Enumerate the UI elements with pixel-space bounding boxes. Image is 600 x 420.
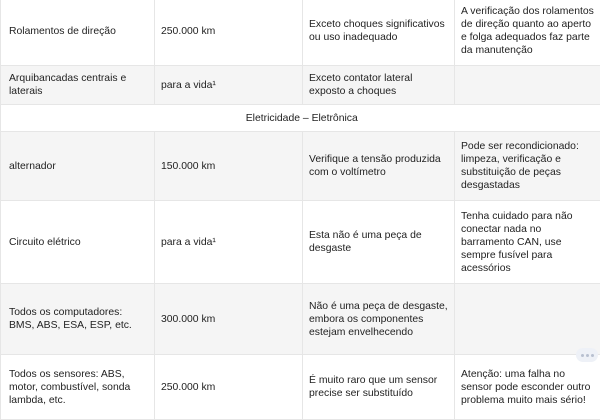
- notes-cell: Verifique a tensão produzida com o voltímetro: [303, 132, 455, 201]
- advice-cell: A verificação dos rolamentos de direção quanto ao aperto e folga adequados faz parte da manutenção: [455, 0, 600, 66]
- notes-cell: Exceto choques significativos ou uso inadequado: [303, 0, 455, 66]
- dot-icon: [586, 354, 589, 357]
- advice-cell: Atenção: uma falha no sensor pode esconder outro problema muito mais sério!: [455, 355, 600, 420]
- table-row: [1, 66, 600, 105]
- section-title: Eletricidade – Eletrônica: [1, 105, 600, 132]
- interval-cell: 150.000 km: [155, 132, 303, 201]
- notes-cell: Exceto contator lateral exposto a choques: [303, 66, 455, 105]
- component-cell: Arquibancadas centrais e laterais: [1, 66, 155, 105]
- component-cell: Todos os computadores: BMS, ABS, ESA, ESP, etc.: [1, 284, 155, 355]
- interval-cell: 250.000 km: [155, 355, 303, 420]
- notes-cell: Esta não é uma peça de desgaste: [303, 201, 455, 284]
- interval-cell: para a vida¹: [155, 66, 303, 105]
- table-row: [1, 355, 600, 420]
- advice-cell: Pode ser recondicionado: limpeza, verificação e substituição de peças desgastadas: [455, 132, 600, 201]
- component-cell: Circuito elétrico: [1, 201, 155, 284]
- table-row: [1, 132, 600, 201]
- interval-cell: 250.000 km: [155, 0, 303, 66]
- notes-cell: Não é uma peça de desgaste, embora os componentes estejam envelhecendo: [303, 284, 455, 355]
- table-row: [1, 284, 600, 355]
- dot-icon: [591, 354, 594, 357]
- advice-cell: [455, 66, 600, 105]
- interval-cell: para a vida¹: [155, 201, 303, 284]
- component-cell: Todos os sensores: ABS, motor, combustível, sonda lambda, etc.: [1, 355, 155, 420]
- advice-cell: Tenha cuidado para não conectar nada no barramento CAN, use sempre fusível para acessórios: [455, 201, 600, 284]
- section-header-row: [1, 105, 600, 132]
- table-row: [1, 201, 600, 284]
- table-row: [1, 0, 600, 66]
- component-cell: Rolamentos de direção: [1, 0, 155, 66]
- notes-cell: É muito raro que um sensor precise ser substituído: [303, 355, 455, 420]
- component-cell: alternador: [1, 132, 155, 201]
- more-options-icon[interactable]: [576, 348, 598, 362]
- dot-icon: [581, 354, 584, 357]
- advice-cell: [455, 284, 600, 355]
- interval-cell: 300.000 km: [155, 284, 303, 355]
